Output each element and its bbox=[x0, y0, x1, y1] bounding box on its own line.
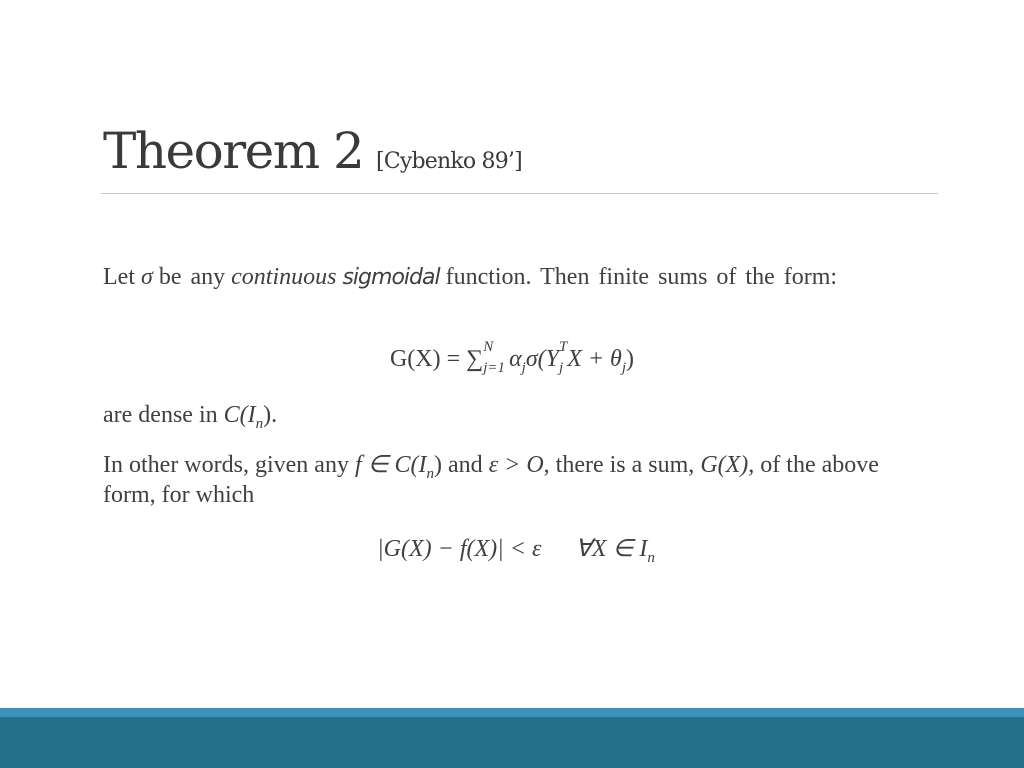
approximation-inequality bbox=[0, 532, 1024, 566]
sigma-y-term: σ(Y bbox=[525, 346, 560, 372]
sum-upper-limit: N bbox=[483, 339, 494, 355]
theta-subscript: j bbox=[621, 359, 627, 376]
forall-term: ∀X ∈ I bbox=[575, 536, 648, 562]
c-in-term: C(I bbox=[223, 402, 256, 428]
footer-accent-bar bbox=[0, 708, 1024, 717]
dense-text: are dense in bbox=[103, 402, 218, 428]
c-in-subscript: n bbox=[255, 415, 264, 432]
phrase-be-any: be any bbox=[158, 264, 226, 290]
restatement-part2: , there is a sum, bbox=[543, 452, 695, 478]
y-subscript: j bbox=[559, 360, 564, 376]
title-citation: [Cybenko 89’] bbox=[376, 149, 522, 174]
phrase-rest: function. Then finite sums of the form: bbox=[445, 264, 838, 290]
word-continuous: continuous bbox=[231, 264, 337, 290]
f-in-close: ) bbox=[434, 452, 443, 478]
alpha-subscript: j bbox=[521, 359, 526, 376]
sum-limits bbox=[483, 339, 506, 385]
y-scripts bbox=[559, 339, 568, 385]
word-let: Let bbox=[103, 264, 135, 290]
restatement-part3: , of the above form, for which bbox=[103, 452, 879, 508]
title-divider bbox=[101, 193, 938, 194]
word-sigmoidal: sigmoidal bbox=[342, 265, 440, 290]
theorem-statement bbox=[103, 262, 937, 293]
word-and: and bbox=[448, 452, 483, 478]
density-statement bbox=[103, 400, 937, 430]
dense-end: ). bbox=[263, 402, 278, 428]
gx-term: G(X) bbox=[700, 452, 749, 478]
sum-equation bbox=[0, 339, 1024, 385]
x-plus-theta: X + θ bbox=[567, 346, 622, 372]
restatement-part1: In other words, given any bbox=[103, 452, 349, 478]
slide-title bbox=[103, 122, 522, 180]
sum-lower-limit: j=1 bbox=[483, 360, 506, 376]
restatement bbox=[103, 450, 937, 510]
f-in-subscript: n bbox=[426, 465, 435, 482]
alpha-symbol: α bbox=[509, 346, 522, 372]
inequality-left: |G(X) − f(X)| < ε bbox=[377, 536, 542, 562]
sigma-symbol: σ bbox=[140, 264, 153, 290]
f-in-c-term: f ∈ C(I bbox=[354, 452, 427, 478]
footer-bar bbox=[0, 717, 1024, 768]
close-paren: ) bbox=[626, 346, 635, 372]
y-superscript: T bbox=[559, 339, 568, 355]
epsilon-term: ε > O bbox=[488, 452, 544, 478]
title-text: Theorem 2 bbox=[103, 122, 364, 180]
equation-lhs: G(X) = ∑ bbox=[389, 346, 484, 372]
forall-subscript: n bbox=[647, 549, 655, 566]
